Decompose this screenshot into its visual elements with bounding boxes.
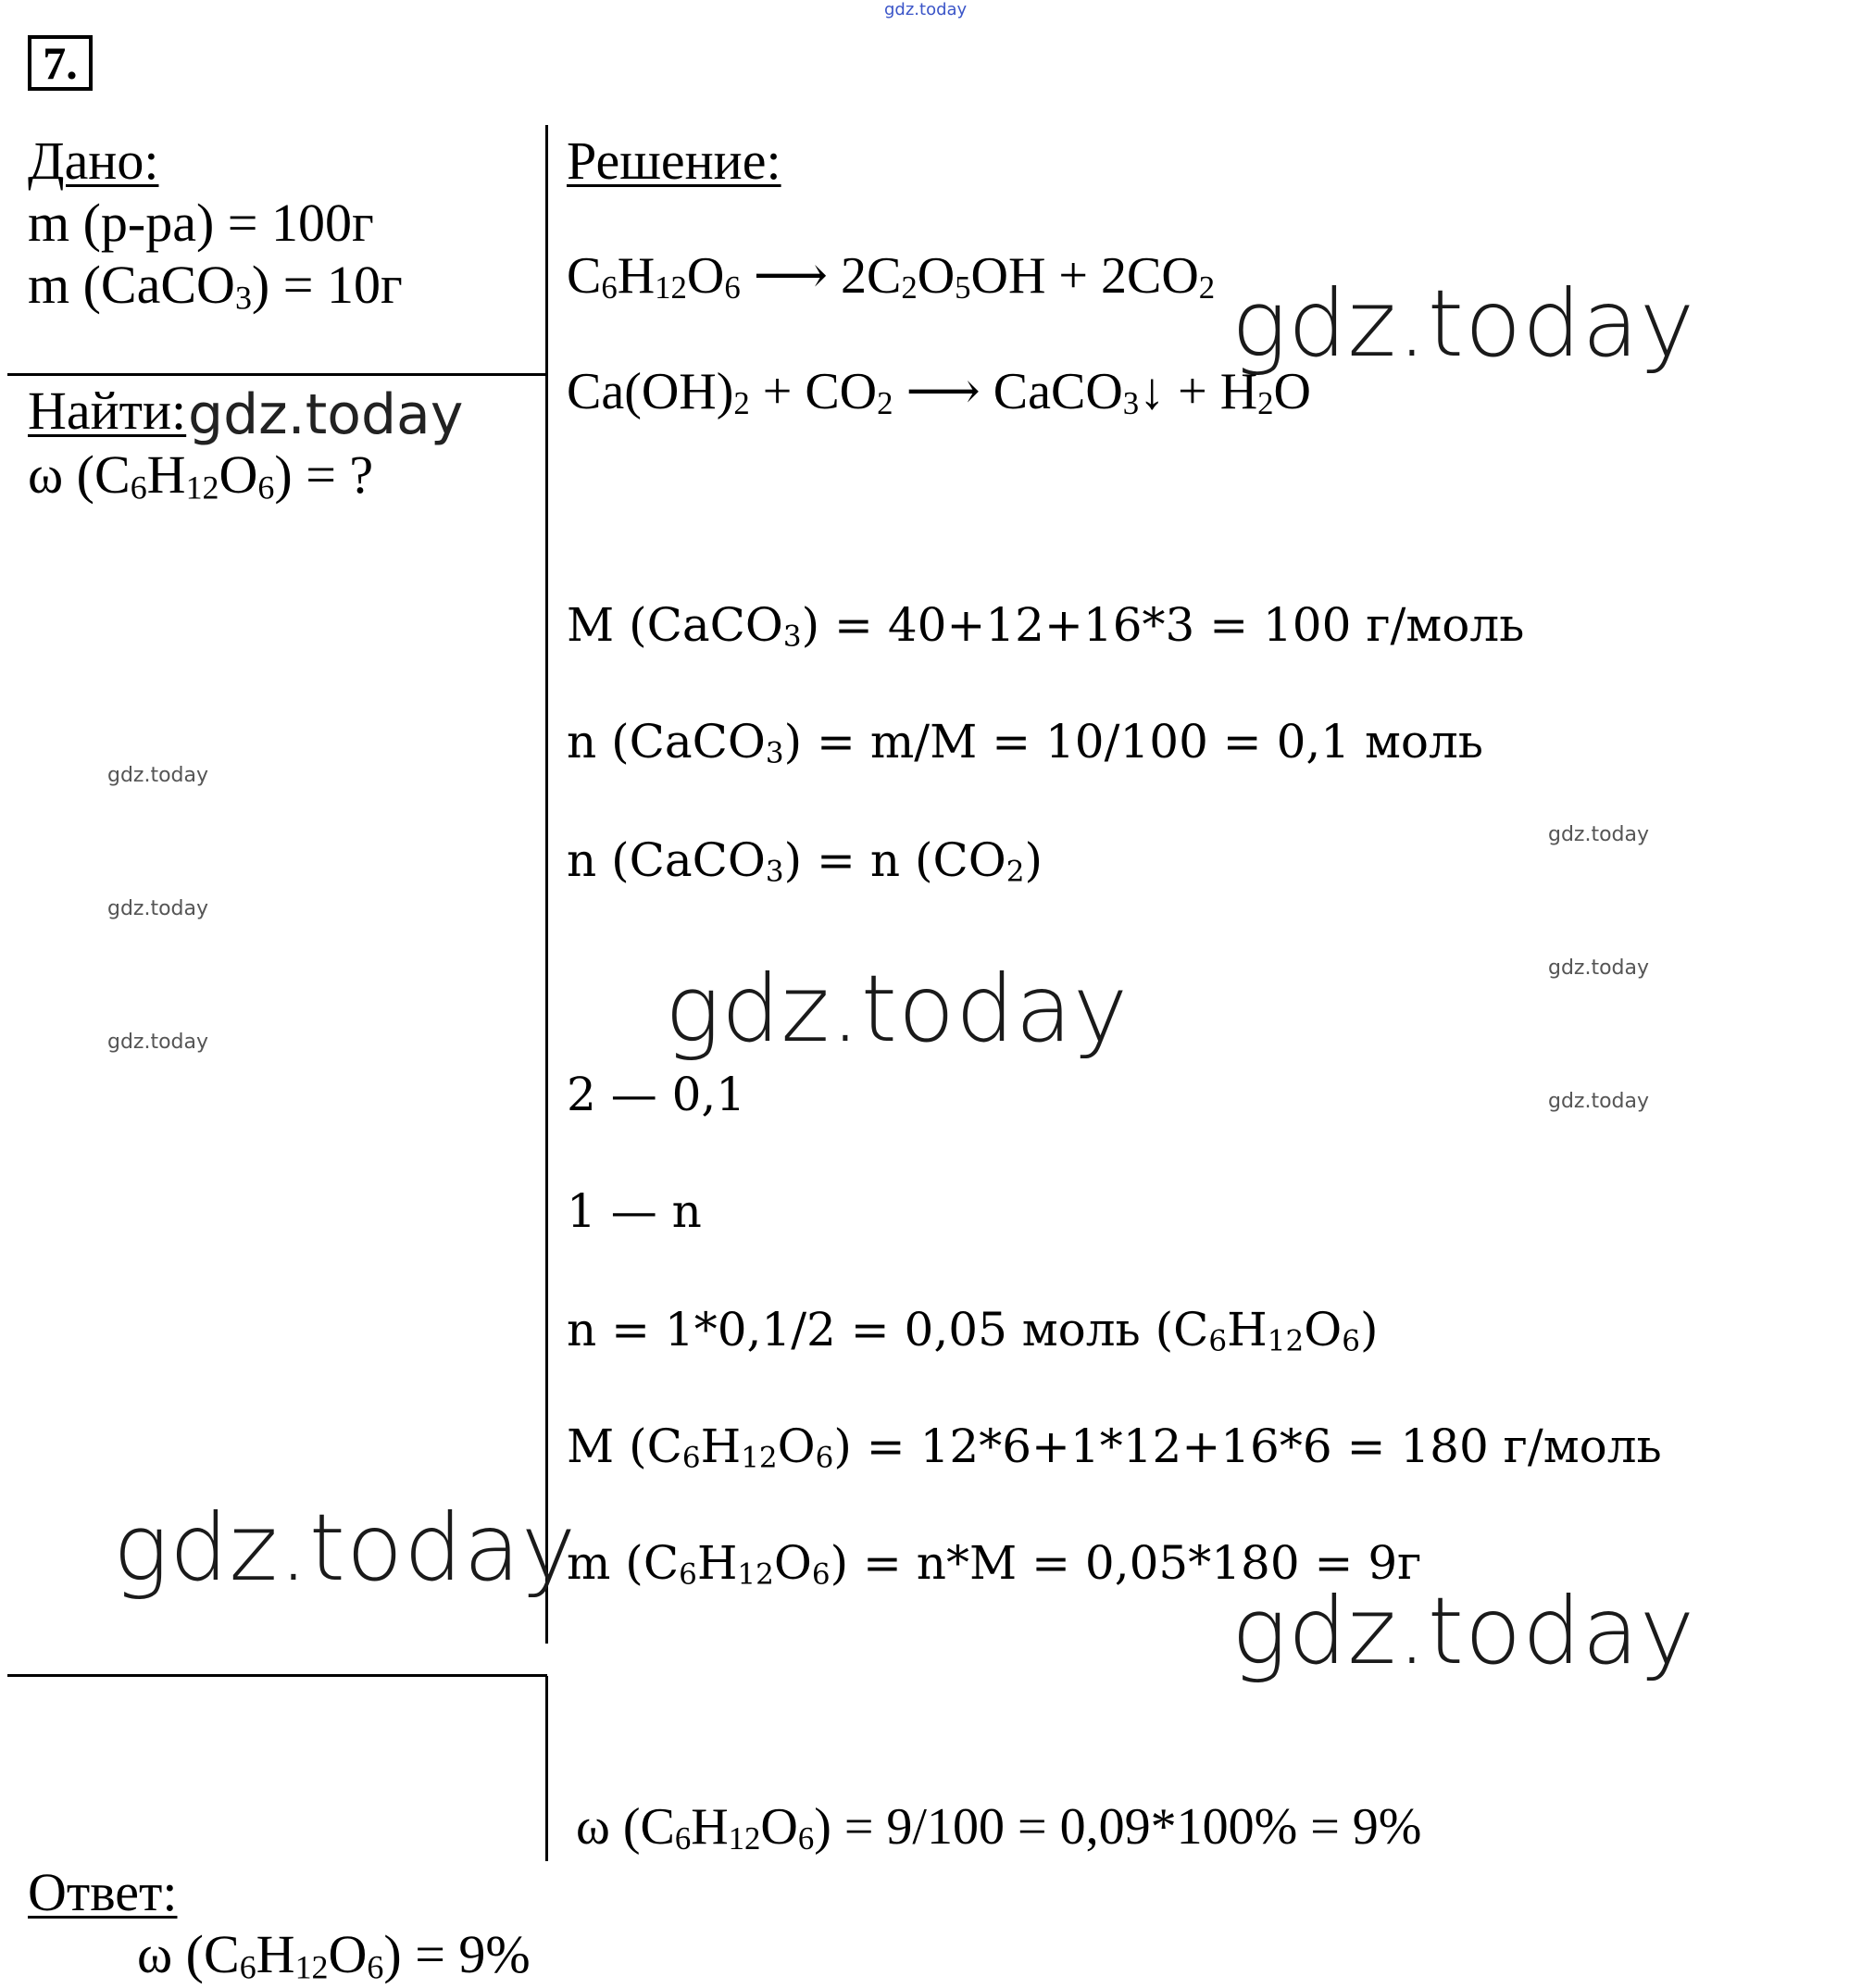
find-heading: Найти: [28,381,187,441]
watermark-center: gdz.today [665,955,1130,1063]
molar-mass-glucose: M $(C_6H_{12}O_6) = 12*6+1*12+16*6 = 180$ г/моль [567,1419,1662,1475]
watermark-left-2: gdz.today [107,897,209,920]
given-caco3-mass: m (CaCO$_3$) = 10г [28,255,403,317]
watermark-left-big: gdz.today [113,1494,578,1602]
vertical-divider-upper [545,125,548,1644]
watermark-right-top: gdz.today [1231,269,1696,378]
watermark-left-3: gdz.today [107,1031,209,1054]
given-heading: Дано: [28,131,159,191]
find-mass-fraction: ω $(C_6H_{12}O_6)$ = ? [28,444,374,506]
moles-glucose: n = 1*0,1/2 = 0,05 моль $(C_6H_{12}O_6)$ [567,1303,1379,1358]
given-solution-mass: m (р-ра) = 100г [28,193,374,253]
proportion-line-2: 1 — n [567,1184,702,1238]
watermark-top: gdz.today [884,0,968,19]
moles-equality: n (CaCO$_3$) = n $(CO_2)$ [567,833,1043,889]
solution-heading: Решение: [567,131,781,191]
mass-glucose: m $(C_6H_{12}O_6) = n*M = 0,05*180 = 9г$ [567,1536,1422,1592]
moles-caco3: n (CaCO$_3$) = m/M = 10/100 = 0,1 моль [567,715,1483,770]
watermark-right-bottom: gdz.today [1231,1577,1696,1685]
watermark-find: gdz.today [188,382,464,447]
answer-value: ω $(C_6H_{12}O_6) = 9\%$ [137,1924,531,1986]
mass-fraction-result: ω $(C_6H_{12}O_6) = 9/100 = 0,09*100\% = 9\%$ [576,1798,1422,1857]
proportion-line-1: 2 — 0,1 [567,1068,746,1121]
problem-number: 7. [28,35,93,91]
answer-divider [7,1674,547,1677]
vertical-divider-lower [545,1676,548,1861]
watermark-right-1: gdz.today [1548,823,1650,846]
given-find-divider [7,373,547,376]
watermark-left-1: gdz.today [107,764,209,787]
watermark-right-3: gdz.today [1548,1090,1650,1113]
molar-mass-caco3: M (CaCO$_3$) = 40+12+16*3 = 100 г/моль [567,598,1525,654]
precipitation-equation: $Ca(OH)_2 + CO_2$ ⟶ CaCO$_3$↓ + $H_2O$ [567,363,1311,422]
watermark-right-2: gdz.today [1548,956,1650,980]
fermentation-equation: $C_6H_{12}O_6$ ⟶ $2C_2O_5OH + 2CO_2$ [567,247,1216,306]
answer-heading: Ответ: [28,1862,178,1922]
